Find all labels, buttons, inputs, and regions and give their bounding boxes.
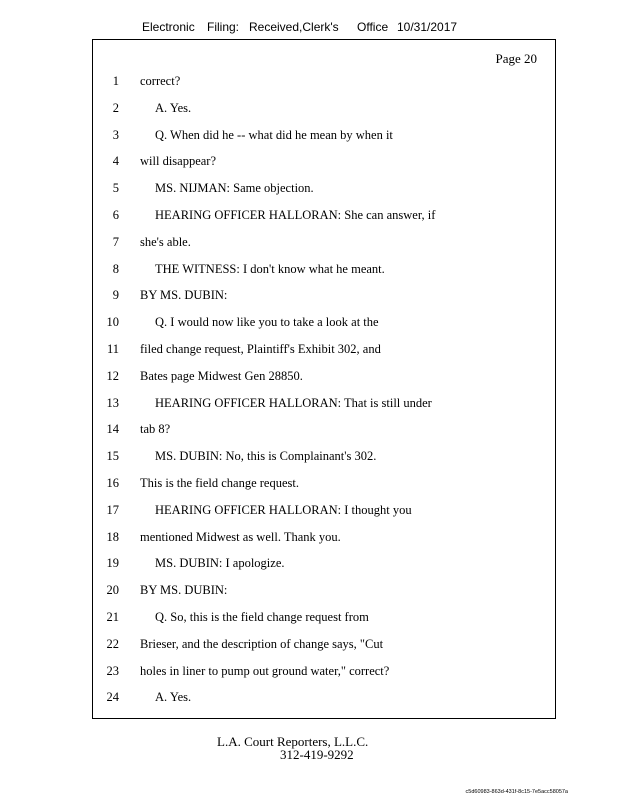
transcript-line <box>93 530 557 550</box>
transcript-line <box>93 235 557 255</box>
line-number: 14 <box>106 422 119 437</box>
line-number: 8 <box>112 261 119 276</box>
transcript-line <box>93 288 557 308</box>
transcript-line <box>93 369 557 389</box>
stamp-word-electronic: Electronic <box>142 20 195 34</box>
transcript-line <box>93 664 557 684</box>
line-number: 20 <box>106 583 119 598</box>
transcript-page <box>92 39 556 719</box>
line-text: THE WITNESS: I don't know what he meant. <box>155 261 385 276</box>
line-text: This is the field change request. <box>140 476 299 490</box>
transcript-line <box>93 476 557 496</box>
line-number: 18 <box>106 529 119 544</box>
stamp-word-office: Office <box>357 20 389 34</box>
stamp-word-filing: Filing: <box>207 20 240 34</box>
transcript-line <box>93 422 557 442</box>
line-number: 2 <box>112 100 119 115</box>
line-number: 16 <box>106 476 119 490</box>
line-text: A. Yes. <box>155 690 192 705</box>
line-number: 4 <box>112 154 119 169</box>
line-number: 13 <box>106 395 119 410</box>
line-number: 24 <box>106 690 119 705</box>
stamp-date: 10/31/2017 <box>397 20 458 34</box>
line-text: MS. NIJMAN: Same objection. <box>155 181 314 196</box>
line-text: Brieser, and the description of change says, "Cut <box>140 636 384 651</box>
transcript-line <box>93 154 557 174</box>
line-number: 10 <box>106 315 119 330</box>
line-text: she's able. <box>140 234 191 249</box>
line-text: MS. DUBIN: I apologize. <box>155 556 285 571</box>
transcript-line <box>93 342 557 362</box>
line-number: 22 <box>106 636 119 651</box>
transcript-line <box>93 181 557 201</box>
page-number: Page 20 <box>495 51 537 66</box>
line-text: Bates page Midwest Gen 28850. <box>140 368 303 383</box>
transcript-line <box>93 315 557 335</box>
line-number: 17 <box>106 502 119 517</box>
line-text: A. Yes. <box>155 100 192 115</box>
transcript-line <box>93 583 557 603</box>
transcript-line <box>93 637 557 657</box>
transcript-line <box>93 262 557 282</box>
line-text: Q. So, this is the field change request from <box>155 610 369 624</box>
transcript-line <box>93 101 557 121</box>
line-number: 5 <box>112 181 119 196</box>
line-number: 15 <box>106 449 119 464</box>
line-text: tab 8? <box>140 422 171 437</box>
line-text: BY MS. DUBIN: <box>140 583 228 598</box>
line-number: 3 <box>112 127 119 142</box>
line-text: Q. When did he -- what did he mean by when it <box>155 127 393 142</box>
transcript-line <box>93 396 557 416</box>
line-number: 12 <box>106 368 119 383</box>
line-number: 11 <box>106 342 119 356</box>
transcript-line <box>93 128 557 148</box>
line-number: 23 <box>106 663 119 678</box>
reporter-phone: 312-419-9292 <box>280 747 354 762</box>
line-text: holes in liner to pump out ground water," correct? <box>140 663 390 678</box>
transcript-line <box>93 74 557 94</box>
line-number: 21 <box>106 610 119 624</box>
line-text: filed change request, Plaintiff's Exhibit 302, and <box>140 342 381 356</box>
reporter-company: L.A. Court Reporters, L.L.C. <box>217 734 369 749</box>
line-number: 6 <box>112 208 119 222</box>
document-hash: c5d60983-863d-431f-8c15-7e5acc58057a <box>465 789 568 795</box>
transcript-line <box>93 503 557 523</box>
line-number: 19 <box>106 556 119 571</box>
transcript-line <box>93 449 557 469</box>
transcript-line <box>93 208 557 228</box>
line-text: HEARING OFFICER HALLORAN: I thought you <box>155 502 412 517</box>
transcript-line <box>93 556 557 576</box>
line-text: correct? <box>140 74 181 88</box>
line-text: will disappear? <box>140 154 217 169</box>
line-text: MS. DUBIN: No, this is Complainant's 302. <box>155 449 377 464</box>
line-number: 1 <box>112 74 119 88</box>
line-number: 9 <box>112 288 119 303</box>
line-number: 7 <box>112 234 119 249</box>
transcript-line <box>93 690 557 710</box>
line-text: BY MS. DUBIN: <box>140 288 228 303</box>
stamp-word-received-clerks: Received,Clerk's <box>249 20 339 34</box>
line-text: HEARING OFFICER HALLORAN: She can answer, if <box>155 208 436 222</box>
line-text: mentioned Midwest as well. Thank you. <box>140 529 341 544</box>
line-text: Q. I would now like you to take a look at the <box>155 315 379 330</box>
line-text: HEARING OFFICER HALLORAN: That is still under <box>155 395 432 410</box>
transcript-line <box>93 610 557 630</box>
